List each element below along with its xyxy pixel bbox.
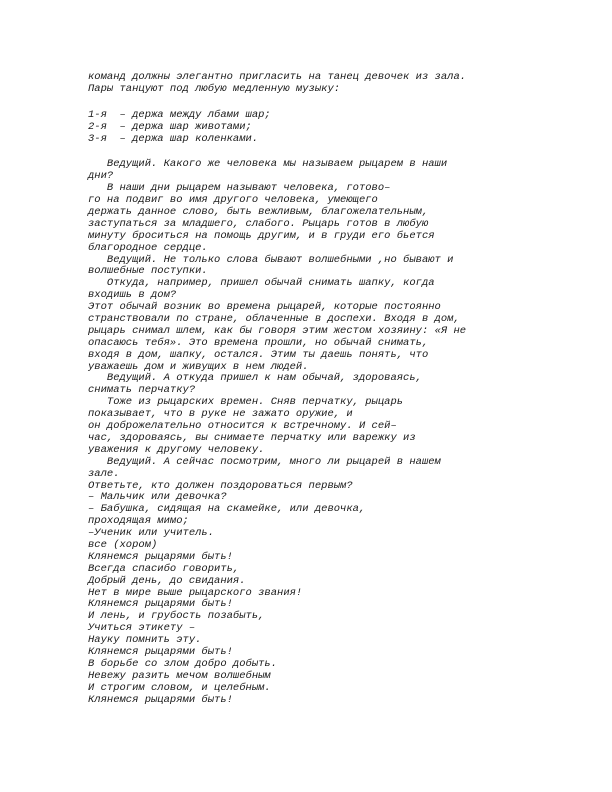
text-line: Клянемся рыцарями быть!: [88, 598, 233, 611]
text-line: Всегда спасибо говорить,: [88, 562, 240, 575]
spacer: [88, 96, 528, 110]
text-line: –Ученик или учитель.: [88, 527, 215, 540]
text-line: Ведущий. Не только слова бывают волшебными ,но бывают и: [88, 253, 454, 266]
text-line: – Мальчик или девочка?: [88, 491, 227, 504]
text-line: волшебные поступки.: [88, 265, 208, 278]
text-line: Этот обычай возник во времена рыцарей, которые постоянно: [88, 301, 441, 314]
text-line: Добрый день, до свидания.: [88, 574, 246, 587]
text-line: минуту броситься на помощь другим, и в груди его бьется: [88, 229, 435, 242]
text-line: И строгим словом, и целебным.: [88, 681, 271, 694]
dance-list: [88, 110, 528, 146]
text-line: заступаться за младшего, слабого. Рыцарь готов в любую: [88, 217, 429, 230]
text-line: Откуда, например, пришел обычай снимать шапку, когда: [88, 277, 435, 290]
text-line: дни?: [88, 170, 114, 183]
text-line: уважения к другому человеку.: [88, 443, 265, 456]
text-line: Ведущий. А откуда пришел к нам обычай, здороваясь,: [88, 372, 422, 385]
text-line: опасаюсь тебя». Это времена прошли, но обычай снимать,: [88, 336, 429, 349]
text-line: В наши дни рыцарем называют человека, готово–: [88, 182, 391, 195]
text-line: В борьбе со злом добро добыть.: [88, 657, 278, 670]
document-page: [88, 72, 528, 706]
text-line: – Бабушка, сидящая на скамейке, или девочка,: [88, 503, 366, 516]
text-line: все (хором): [88, 538, 158, 551]
text-line: Пары танцуют под любую медленную музыку:: [88, 82, 341, 95]
text-line: 3-я – держа шар коленками.: [88, 132, 259, 145]
text-line: Невежу разить мечом волшебным: [88, 669, 271, 682]
text-line: го на подвиг во имя другого человека, умеющего: [88, 194, 378, 207]
text-line: странствовали по стране, облаченные в доспехи. Входя в дом,: [88, 313, 460, 326]
text-line: 2-я – держа шар животами;: [88, 120, 252, 133]
text-line: 1-я – держа между лбами шар;: [88, 108, 271, 121]
text-line: входя в дом, шапку, остался. Этим ты даешь понять, что: [88, 348, 429, 361]
script-body: [88, 159, 528, 706]
text-line: он доброжелательно относится к встречному. И сей–: [88, 420, 397, 433]
text-line: Ведущий. А сейчас посмотрим, много ли рыцарей в нашем: [88, 455, 441, 468]
text-line: Клянемся рыцарями быть!: [88, 550, 233, 563]
text-line: И лень, и грубость позабыть,: [88, 610, 265, 623]
text-line: показывает, что в руке не зажато оружие, и: [88, 408, 353, 421]
text-line: благородное сердце.: [88, 241, 208, 254]
spacer: [88, 145, 528, 159]
paragraph-intro: [88, 72, 528, 96]
text-line: Тоже из рыцарских времен. Сняв перчатку, рыцарь: [88, 396, 404, 409]
text-line: Ответьте, кто должен поздороваться первым?: [88, 479, 353, 492]
text-line: держать данное слово, быть вежливым, благожелательным,: [88, 206, 429, 219]
text-line: Науку помнить эту.: [88, 634, 202, 647]
text-line: снимать перчатку?: [88, 384, 196, 397]
text-line: Ведущий. Какого же человека мы называем рыцарем в наши: [88, 158, 448, 171]
text-line: проходящая мимо;: [88, 515, 189, 528]
text-line: Клянемся рыцарями быть!: [88, 693, 233, 706]
text-line: Клянемся рыцарями быть!: [88, 645, 233, 658]
text-line: уважаешь дом и живущих в нем людей.: [88, 360, 309, 373]
text-line: входишь в дом?: [88, 289, 177, 302]
text-line: Учиться этикету –: [88, 622, 196, 635]
text-line: час, здороваясь, вы снимаете перчатку или варежку из: [88, 431, 416, 444]
text-line: команд должны элегантно пригласить на танец девочек из зала.: [88, 71, 467, 83]
text-line: Нет в мире выше рыцарского звания!: [88, 586, 303, 599]
text-line: зале.: [88, 467, 120, 480]
text-line: рыцарь снимал шлем, как бы говоря этим жестом хозяину: «Я не: [88, 324, 467, 337]
